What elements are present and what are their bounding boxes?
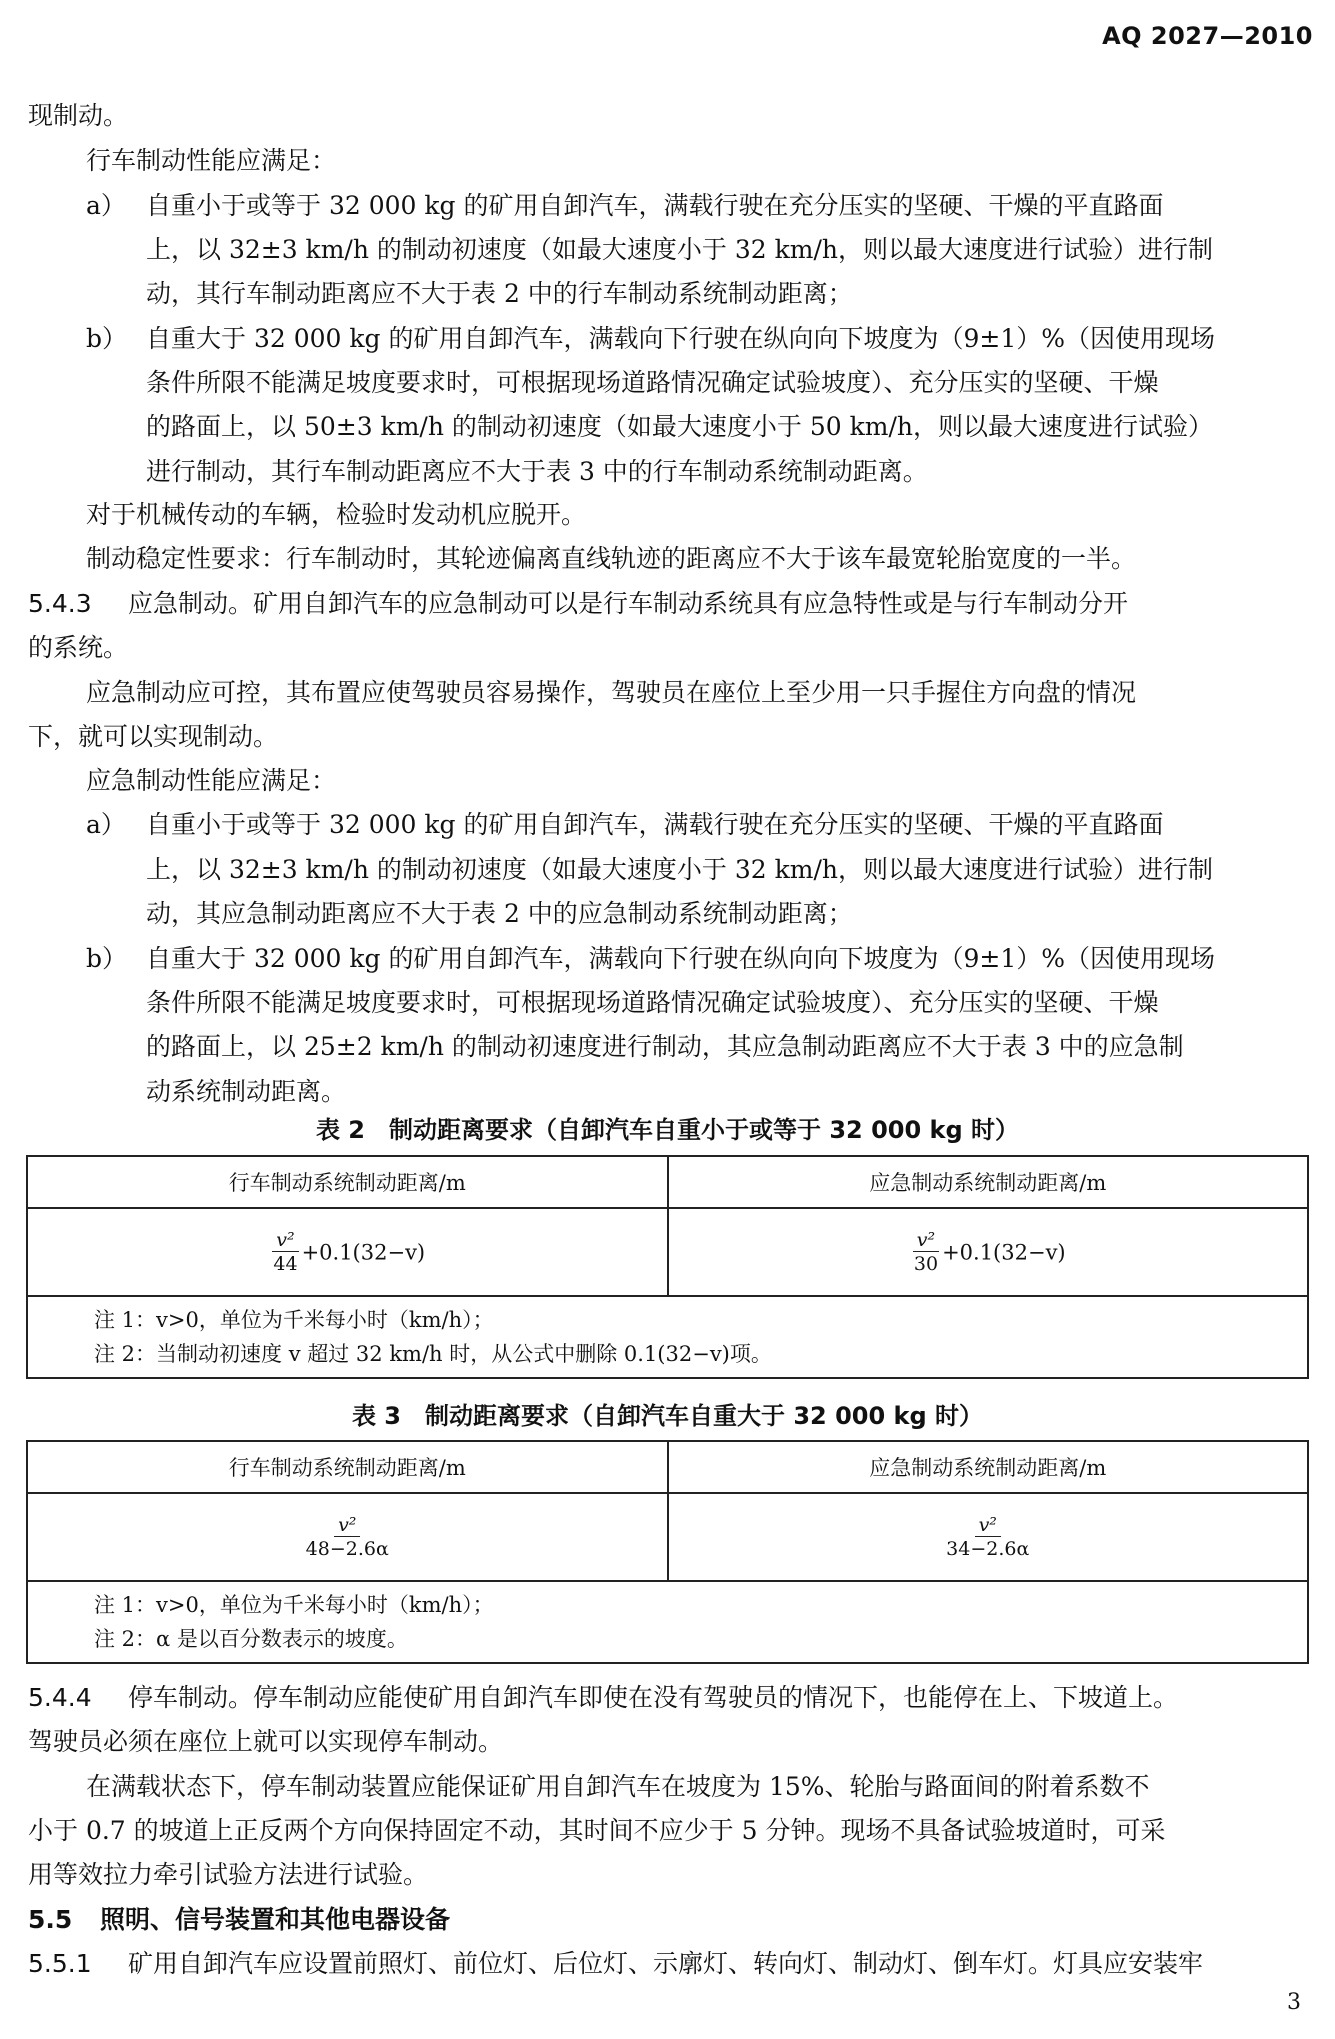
- fraction: $\frac{\text{v²}}{30}$: [913, 1228, 939, 1275]
- text-line: 条件所限不能满足坡度要求时，可根据现场道路情况确定试验坡度）、充分压实的坚硬、干燥: [146, 988, 1159, 1017]
- text-line: 条件所限不能满足坡度要求时，可根据现场道路情况确定试验坡度）、充分压实的坚硬、干燥: [146, 368, 1159, 397]
- table3-notes: [27, 1581, 1308, 1663]
- section-heading: 照明、信号装置和其他电器设备: [100, 1905, 451, 1934]
- text-line: 现制动。: [28, 101, 129, 130]
- text-line: 动，其应急制动距离应不大于表 2 中的应急制动系统制动距离；: [146, 899, 853, 928]
- text-line: 下，就可以实现制动。: [28, 722, 279, 751]
- section-number: 5.4.3: [28, 589, 92, 618]
- text-line: 的路面上，以 25±2 km/h 的制动初速度进行制动，其应急制动距离应不大于表 3 中的应急制: [146, 1032, 1184, 1061]
- text-line: 自重大于 32 000 kg 的矿用自卸汽车，满载向下行驶在纵向向下坡度为（9±1）%（因使用现场: [146, 324, 1215, 353]
- table2-header-service: 行车制动系统制动距离/m: [27, 1156, 668, 1208]
- list-marker: a）: [86, 810, 126, 839]
- text-line: 应急制动应可控，其布置应使驾驶员容易操作，驾驶员在座位上至少用一只手握住方向盘的情况: [86, 678, 1137, 707]
- text-line: 动系统制动距离。: [146, 1077, 347, 1106]
- text-line: 用等效拉力牵引试验方法进行试验。: [28, 1860, 429, 1889]
- text-line: 上，以 32±3 km/h 的制动初速度（如最大速度小于 32 km/h，则以最大速度进行试验）进行制: [146, 235, 1213, 264]
- text-line: 的系统。: [28, 633, 129, 662]
- table3-header-emergency: 应急制动系统制动距离/m: [668, 1441, 1309, 1493]
- table2-header-emergency: 应急制动系统制动距离/m: [668, 1156, 1309, 1208]
- standard-number: AQ 2027—2010: [1102, 22, 1313, 50]
- table2-note-1: 注 1：v>0，单位为千米每小时（km/h）；: [94, 1308, 494, 1332]
- text-line: 自重小于或等于 32 000 kg 的矿用自卸汽车，满载行驶在充分压实的坚硬、干燥的平直路面: [146, 810, 1164, 839]
- list-marker: b）: [86, 944, 128, 973]
- table3: [26, 1440, 1309, 1664]
- fraction: $\frac{\text{v²}}{44}$: [273, 1228, 298, 1275]
- list-marker: a）: [86, 191, 126, 220]
- text-line: 应急制动。矿用自卸汽车的应急制动可以是行车制动系统具有应急特性或是与行车制动分开: [128, 589, 1129, 618]
- text-line: 行车制动性能应满足：: [86, 146, 337, 175]
- list-marker: b）: [86, 324, 128, 353]
- text-line: 制动稳定性要求：行车制动时，其轮迹偏离直线轨迹的距离应不大于该车最宽轮胎宽度的一半。: [86, 544, 1137, 573]
- text-line: 在满载状态下，停车制动装置应能保证矿用自卸汽车在坡度为 15%、轮胎与路面间的附着系数不: [86, 1772, 1150, 1801]
- text-line: 动，其行车制动距离应不大于表 2 中的行车制动系统制动距离；: [146, 279, 853, 308]
- text-line: 的路面上，以 50±3 km/h 的制动初速度（如最大速度小于 50 km/h，则以最大速度进行试验）: [146, 412, 1213, 441]
- text-line: 对于机械传动的车辆，检验时发动机应脱开。: [86, 500, 587, 529]
- fraction: $\frac{\text{v²}}{34-2.6\alpha}$: [946, 1513, 1030, 1560]
- text-line: 停车制动。停车制动应能使矿用自卸汽车即使在没有驾驶员的情况下，也能停在上、下坡道上。: [128, 1683, 1179, 1712]
- text-line: 自重大于 32 000 kg 的矿用自卸汽车，满载向下行驶在纵向向下坡度为（9±1）%（因使用现场: [146, 944, 1215, 973]
- table2-caption: 表 2 制动距离要求（自卸汽车自重小于或等于 32 000 kg 时）: [315, 1116, 1020, 1144]
- table2-formula-service: $\frac{\text{v²}}{44}$ +0.1(32−v): [27, 1208, 668, 1296]
- table2-note-2: 注 2：当制动初速度 v 超过 32 km/h 时，从公式中删除 0.1(32−v)项。: [94, 1342, 772, 1366]
- section-number: 5.5: [28, 1905, 73, 1934]
- fraction: $\frac{\text{v²}}{48-2.6\alpha}$: [305, 1513, 389, 1560]
- table3-formula-emergency: [668, 1493, 1309, 1581]
- text-line: 驾驶员必须在座位上就可以实现停车制动。: [28, 1727, 504, 1756]
- table3-caption: 表 3 制动距离要求（自卸汽车自重大于 32 000 kg 时）: [351, 1402, 984, 1430]
- text-line: 矿用自卸汽车应设置前照灯、前位灯、后位灯、示廓灯、转向灯、制动灯、倒车灯。灯具应安装牢: [128, 1949, 1204, 1978]
- table2-notes: [27, 1296, 1308, 1378]
- text-line: 上，以 32±3 km/h 的制动初速度（如最大速度小于 32 km/h，则以最大速度进行试验）进行制: [146, 855, 1213, 884]
- section-number: 5.4.4: [28, 1683, 92, 1712]
- table3-formula-service: [27, 1493, 668, 1581]
- page-number: 3: [1287, 1990, 1301, 2015]
- table3-note-1: 注 1：v>0，单位为千米每小时（km/h）；: [94, 1593, 494, 1617]
- section-number: 5.5.1: [28, 1949, 92, 1978]
- text-line: 进行制动，其行车制动距离应不大于表 3 中的行车制动系统制动距离。: [146, 457, 928, 486]
- text-line: 小于 0.7 的坡道上正反两个方向保持固定不动，其时间不应少于 5 分钟。现场不具备试验坡道时，可采: [28, 1816, 1166, 1845]
- text-line: 自重小于或等于 32 000 kg 的矿用自卸汽车，满载行驶在充分压实的坚硬、干燥的平直路面: [146, 191, 1164, 220]
- table3-header-service: 行车制动系统制动距离/m: [27, 1441, 668, 1493]
- table2-formula-emergency: $\frac{\text{v²}}{30}$ +0.1(32−v): [668, 1208, 1309, 1296]
- table3-note-2: 注 2：α 是以百分数表示的坡度。: [94, 1627, 408, 1651]
- table2: [26, 1155, 1309, 1379]
- text-line: 应急制动性能应满足：: [86, 766, 337, 795]
